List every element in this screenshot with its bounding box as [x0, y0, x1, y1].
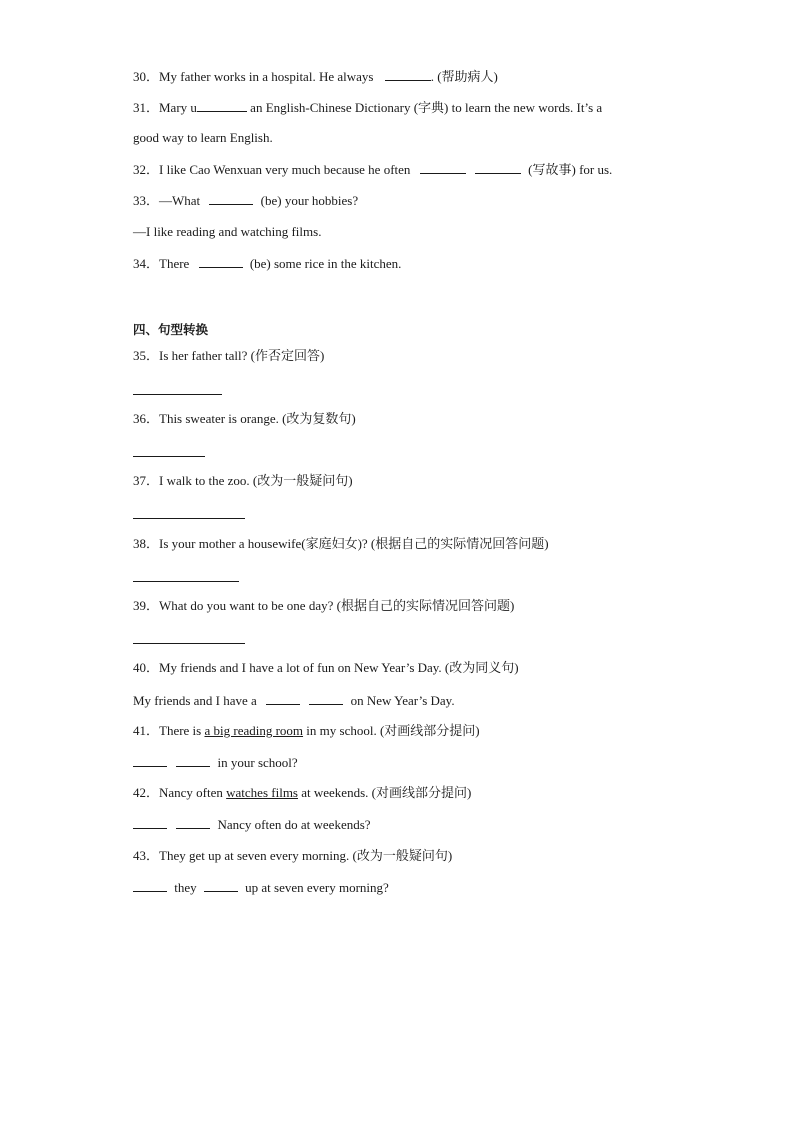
question-40-answer	[133, 692, 455, 709]
question-35: 35．Is her father tall? (作否定回答)	[133, 348, 325, 363]
answer-blank[interactable]	[133, 754, 167, 767]
answer-blank[interactable]	[309, 692, 343, 705]
question-39: 39．What do you want to be one day? (根据自己的实际情况回答问题)	[133, 598, 515, 613]
answer-blank[interactable]	[176, 754, 210, 767]
question-42	[133, 785, 471, 801]
answer-blank[interactable]	[133, 816, 167, 829]
question-30	[133, 68, 498, 85]
question-43-answer	[133, 879, 389, 896]
question-30-tail: . (帮助病人)	[430, 69, 498, 84]
answer-blank[interactable]	[204, 879, 238, 892]
question-42-tail: at weekends. (对画线部分提问)	[297, 785, 472, 800]
answer-line[interactable]	[133, 456, 205, 457]
question-43: 43．They get up at seven every morning. (改为一般疑问句)	[133, 848, 453, 863]
question-42-answer	[133, 816, 371, 833]
question-43-answer-mid: they	[174, 880, 197, 895]
question-31-continuation: good way to learn English.	[133, 130, 273, 145]
question-41-text: 41．There is	[133, 723, 205, 738]
question-33	[133, 192, 358, 209]
question-41-answer	[133, 754, 298, 771]
question-43-answer-tail: up at seven every morning?	[245, 880, 389, 895]
question-33-tail: (be) your hobbies?	[260, 193, 359, 208]
question-40-answer-tail: on New Year’s Day.	[350, 693, 455, 708]
question-37: 37．I walk to the zoo. (改为一般疑问句)	[133, 473, 353, 488]
answer-line[interactable]	[133, 643, 245, 644]
answer-blank[interactable]	[475, 161, 521, 174]
answer-blank[interactable]	[209, 192, 253, 205]
question-31	[133, 99, 602, 116]
answer-blank[interactable]	[199, 255, 243, 268]
answer-blank[interactable]	[176, 816, 210, 829]
answer-line[interactable]	[133, 518, 245, 519]
question-31-text-b: an English-Chinese Dictionary (字典) to learn the new words. It’s a	[246, 100, 603, 115]
question-31-text: 31．Mary u	[133, 100, 197, 115]
question-40-answer-text: My friends and I have a	[133, 693, 257, 708]
question-34	[133, 255, 401, 272]
question-42-answer-tail: Nancy often do at weekends?	[217, 817, 371, 832]
question-30-text: 30．My father works in a hospital. He always	[133, 69, 374, 84]
question-42-text: 42．Nancy often	[133, 785, 227, 800]
answer-blank[interactable]	[420, 161, 466, 174]
question-32-text: 32．I like Cao Wenxuan very much because he often	[133, 162, 411, 177]
question-33-reply: —I like reading and watching films.	[133, 224, 322, 239]
question-41-tail: in my school. (对画线部分提问)	[303, 723, 480, 738]
question-36: 36．This sweater is orange. (改为复数句)	[133, 411, 356, 426]
question-32-tail: (写故事) for us.	[528, 162, 613, 177]
underlined-phrase: a big reading room	[204, 723, 304, 738]
answer-blank[interactable]	[197, 99, 247, 112]
question-40: 40．My friends and I have a lot of fun on New Year’s Day. (改为同义句)	[133, 660, 519, 675]
answer-line[interactable]	[133, 394, 222, 395]
question-41	[133, 723, 480, 739]
underlined-phrase: watches films	[226, 785, 298, 800]
question-41-answer-tail: in your school?	[217, 755, 298, 770]
question-34-text: 34．There	[133, 256, 190, 271]
section-heading: 四、句型转换	[133, 322, 209, 337]
question-32	[133, 161, 612, 178]
answer-blank[interactable]	[133, 879, 167, 892]
question-34-tail: (be) some rice in the kitchen.	[249, 256, 402, 271]
question-38: 38．Is your mother a housewife(家庭妇女)? (根据自己的实际情况回答问题)	[133, 536, 549, 551]
question-33-text: 33．—What	[133, 193, 201, 208]
answer-blank[interactable]	[385, 68, 431, 81]
answer-blank[interactable]	[266, 692, 300, 705]
answer-line[interactable]	[133, 581, 239, 582]
